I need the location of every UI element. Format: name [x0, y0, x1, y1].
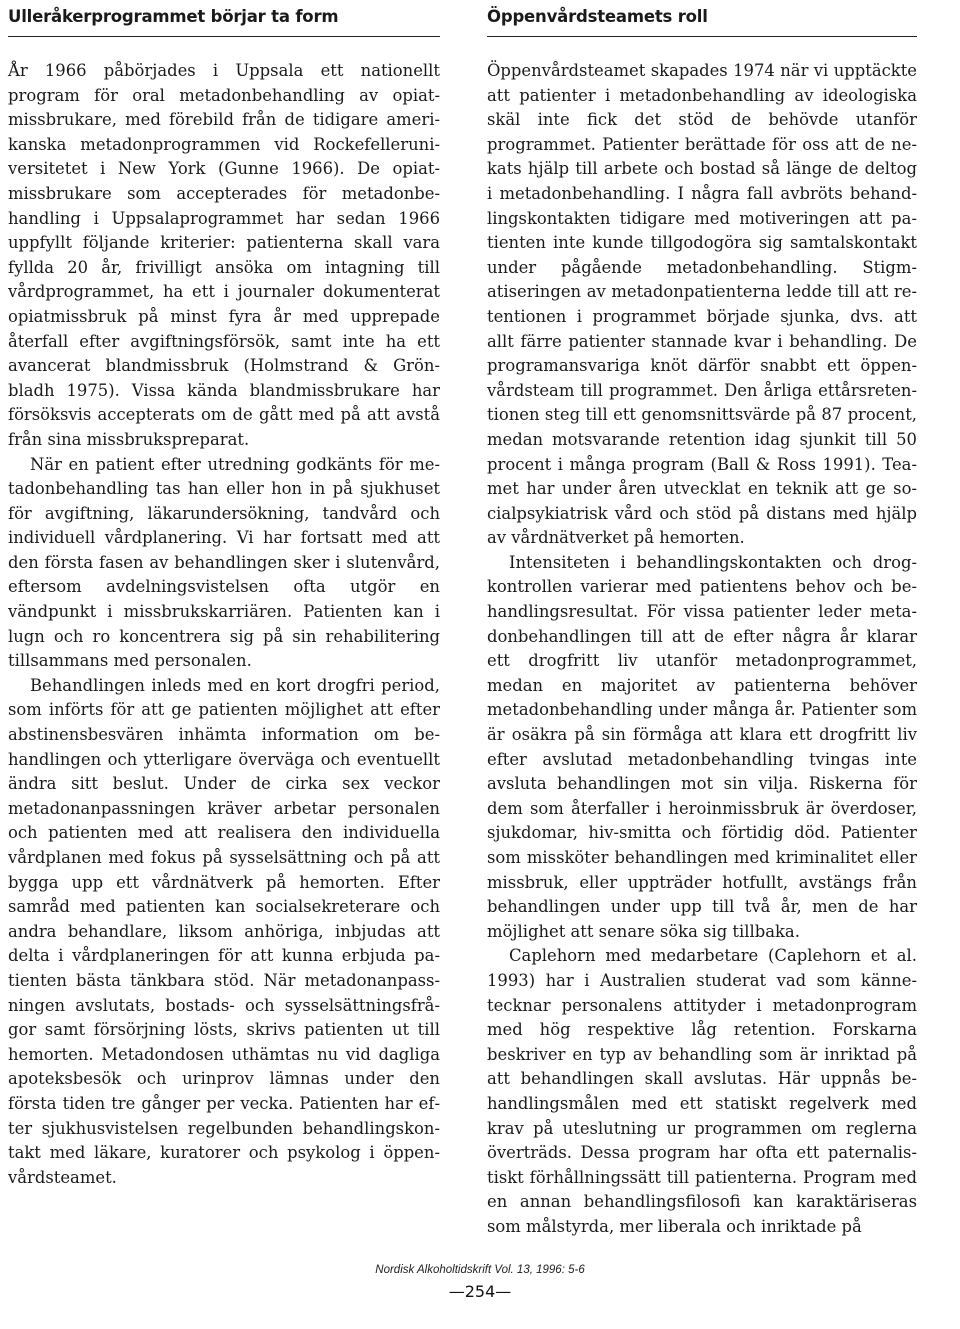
heading-rule-left — [8, 36, 440, 37]
page-number: —254— — [448, 1282, 512, 1301]
left-column-text — [8, 59, 440, 1190]
right-column-text — [487, 59, 917, 1240]
heading-rule-right — [487, 36, 917, 37]
left-column — [8, 0, 440, 1190]
paragraph-left-1: År 1966 påbörjades i Uppsala ett nationellt program för oral metadonbehandling av opiatmissbrukare, med förebild från de tidigare amerikanska metadonprogrammen vid Rockefelleruniversitetet i New York (Gunne 1966). De opiatmissbrukare som accepterades för metadonbehandling i Uppsalaprogrammet har sedan 1966 uppfyllt följande kriterier: patienterna skall vara fyllda 20 år, frivilligt ansöka om intagning till vårdprogrammet, ha ett i journaler dokumenterat opiatmissbruk på minst fyra år med upprepade återfall efter avgiftningsförsök, samt inte ha ett avancerat blandmissbruk (Holmstrand & Grönbladh 1975). Vissa kända blandmissbrukare har försöksvis accepterats om de gått med på att avstå från sina missbrukspreparat. — [8, 61, 440, 449]
paragraph-right-2: Intensiteten i behandlingskontakten och drogkontrollen varierar med patientens behov och behandlingsresultat. För vissa patienter leder metadonbehandlingen till att de efter några år klarar ett drogfritt liv utanför metadonprogrammet, medan en majoritet av patienterna behöver metadonbehandling under många år. Patienter som är osäkra på sin förmåga att klara ett drogfritt liv efter avslutad metadonbehandling tvingas inte avsluta behandlingen mot sin vilja. Riskerna för dem som återfaller i heroinmissbruk är överdoser, sjukdomar, hiv-smitta och förtidig död. Patienter som missköter behandlingen med kriminalitet eller missbruk, eller uppträder hotfullt, avstängs från behandlingen under upp till två år, men de har möjlighet att senare söka sig tillbaka. — [487, 552, 917, 941]
section-heading-right: Öppenvårdsteamets roll — [487, 7, 708, 26]
paragraph-left-2: När en patient efter utredning godkänts för metadonbehandling tas han eller hon in på sjukhuset för avgiftning, läkarundersökning, tandvård och individuell vårdplanering. Vi har fortsatt med att den första fasen av behandlingen sker i slutenvård, eftersom avdelningsvistelsen ofta utgör en vändpunkt i missbrukskarriären. Patienten kan i lugn och ro koncentrera sig på sin rehabilitering tillsammans med personalen. — [8, 454, 440, 671]
paragraph-left-3: Behandlingen inleds med en kort drogfri period, som införts för att ge patienten möjlighet att efter abstinensbesvären inhämta information om behandlingen och ytterligare överväga och eventuellt ändra sitt beslut. Under de cirka sex veckor metadonanpassningen kräver arbetar personalen och patienten med att realisera den individuella vårdplanen med fokus på sysselsättning och på att bygga upp ett vårdnätverk på hemorten. Efter samråd med patienten kan socialsekreterare och andra behandlare, liksom anhöriga, inbjudas att delta i vårdplaneringen för att kunna erbjuda patienten bästa tänkbara stöd. När metadonanpassningen avslutats, bostads- och sysselsättningsfrågor samt försörjning lösts, skrivs patienten ut till hemorten. Metadondosen uthämtas nu vid dagliga apoteksbesök och urinprov lämnas under den första tiden tre gånger per vecka. Patienten har efter sjukhusvistelsen regelbunden behandlingskontakt med läkare, kuratorer och psykolog i öppenvårdsteamet. — [8, 675, 440, 1187]
paragraph-right-3: Caplehorn med medarbetare (Caplehorn et al. 1993) har i Australien studerat vad som kännetecknar personalens attityder i metadonprogram med hög respektive låg retention. Forskarna beskriver en typ av behandling som är inriktad på att behandlingen skall avslutas. Här uppnås behandlingsmålen med ett statiskt regelverk med krav på uteslutning ur programmen om reglerna överträds. Dessa program har ofta ett paternalistiskt förhållningssätt till patienterna. Program med en annan behandlingsfilosofi kan karaktäriseras som målstyrda, mer liberala och inriktade på — [487, 946, 917, 1236]
journal-citation: Nordisk Alkoholtidskrift Vol. 13, 1996: 5-6 — [375, 1264, 585, 1276]
right-column — [487, 0, 917, 1240]
section-heading-left: Ulleråkerprogrammet börjar ta form — [8, 7, 339, 26]
paragraph-right-1: Öppenvårdsteamet skapades 1974 när vi upptäckte att patienter i metadonbehandling av ideologiska skäl inte fick det stöd de behövde utanför programmet. Patienter berättade för oss att de nekats hjälp till arbete och bostad så länge de deltog i metadonbehandling. I några fall avbröts behandlingskontakten tidigare med motiveringen att patienten inte kunde tillgodogöra sig samtalskontakt under pågående metadonbehandling. Stigmatiseringen av metadonpatienterna ledde till att retentionen i programmet började sjunka, dvs. att allt färre patienter stannade kvar i behandling. De programansvariga knöt därför snabbt ett öppenvårdsteam till programmet. Den årliga ettårsretentionen steg till ett genomsnittsvärde på 87 procent, medan motsvarande retention idag sjunkit till 50 procent i många program (Ball & Ross 1991). Teamet har under åren utvecklat en teknik att ge socialpsykiatrisk vård och stöd på distans med hjälp av vårdnätverket på hemorten. — [487, 61, 917, 548]
